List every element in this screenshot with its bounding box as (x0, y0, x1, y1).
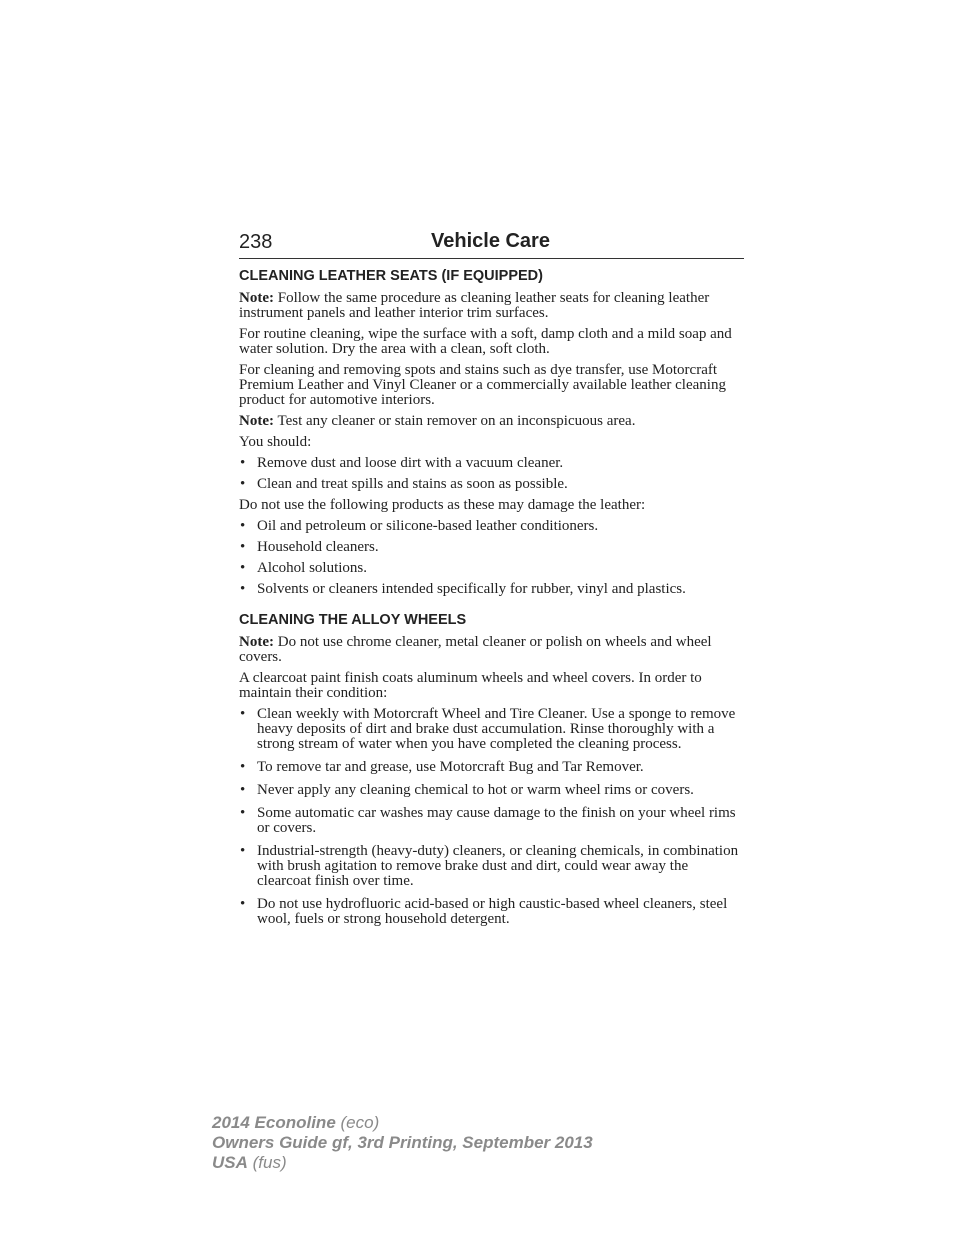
bullet-icon: • (240, 518, 246, 534)
do-not-list (239, 519, 744, 597)
leather-heading: CLEANING LEATHER SEATS (IF EQUIPPED) (239, 268, 543, 284)
bullet-icon: • (240, 782, 246, 798)
leather-routine-paragraph: For routine cleaning, wipe the surface with a soft, damp cloth and a mild soap and water solution. Dry the area with a clean, soft cloth. (239, 326, 732, 357)
bullet-icon: • (240, 476, 246, 492)
list-item: • Industrial-strength (heavy-duty) cleaners, or cleaning chemicals, in combination with brush agitation to remove brake dust and dirt, could wear away the clearcoat finish over time. (240, 843, 739, 889)
bullet-icon: • (240, 581, 246, 597)
list-item: • Alcohol solutions. (240, 560, 368, 576)
bullet-icon: • (240, 759, 246, 775)
list-item: • Some automatic car washes may cause damage to the finish on your wheel rims or covers. (240, 805, 736, 836)
list-item: • Household cleaners. (240, 539, 379, 555)
footer-line-region: USA (fus) (212, 1153, 287, 1172)
bullet-icon: • (240, 455, 246, 471)
list-item: • Clean and treat spills and stains as soon as possible. (240, 476, 568, 492)
note-label: Note: (239, 290, 274, 306)
wheels-note (239, 635, 744, 665)
leather-note-1 (239, 291, 744, 321)
wheels-intro: A clearcoat paint finish coats aluminum wheels and wheel covers. In order to maintain their condition: (239, 670, 702, 701)
page-header (239, 228, 744, 259)
note-text: Test any cleaner or stain remover on an inconspicuous area. (273, 413, 636, 429)
you-should-label: You should: (239, 434, 312, 450)
section-title: Vehicle Care (431, 230, 550, 252)
leather-note-2 (239, 414, 744, 429)
bullet-icon: • (240, 539, 246, 555)
bullet-icon: • (240, 843, 246, 859)
note-label: Note: (239, 634, 274, 650)
list-item: • Oil and petroleum or silicone-based leather conditioners. (240, 518, 599, 534)
leather-spots-paragraph: For cleaning and removing spots and stains such as dye transfer, use Motorcraft Premium Leather and Vinyl Cleaner or a commercially available leather cleaning product for automotive interiors. (239, 362, 726, 408)
list-item: • Never apply any cleaning chemical to hot or warm wheel rims or covers. (240, 782, 694, 798)
bullet-icon: • (240, 896, 246, 912)
page-number: 238 (239, 231, 273, 253)
list-item: • Remove dust and loose dirt with a vacuum cleaner. (240, 455, 564, 471)
bullet-icon: • (240, 805, 246, 821)
do-not-intro: Do not use the following products as these may damage the leather: (239, 497, 646, 513)
note-text: Do not use chrome cleaner, metal cleaner or polish on wheels and wheel covers. (239, 634, 712, 665)
list-item: • Solvents or cleaners intended specifically for rubber, vinyl and plastics. (240, 581, 686, 597)
list-item: • To remove tar and grease, use Motorcraft Bug and Tar Remover. (240, 759, 644, 775)
note-text: Follow the same procedure as cleaning leather seats for cleaning leather instrument panels and leather interior trim surfaces. (239, 290, 710, 321)
wheels-list (239, 707, 744, 927)
bullet-icon: • (240, 560, 246, 576)
page-content (239, 267, 744, 935)
list-item: • Do not use hydrofluoric acid-based or high caustic-based wheel cleaners, steel wool, fuels or strong household detergent. (240, 896, 728, 927)
list-item: • Clean weekly with Motorcraft Wheel and Tire Cleaner. Use a sponge to remove heavy deposits of dirt and brake dust accumulation. Rinse thoroughly with a strong stream of water when you have completed the cleaning process. (240, 706, 736, 752)
footer-line-printing: Owners Guide gf, 3rd Printing, September 2013 (212, 1133, 593, 1152)
should-list (239, 456, 744, 492)
document-footer (212, 1113, 593, 1173)
note-label: Note: (239, 413, 274, 429)
footer-line-model: 2014 Econoline (eco) (212, 1113, 380, 1132)
wheels-heading: CLEANING THE ALLOY WHEELS (239, 612, 467, 628)
bullet-icon: • (240, 706, 246, 722)
